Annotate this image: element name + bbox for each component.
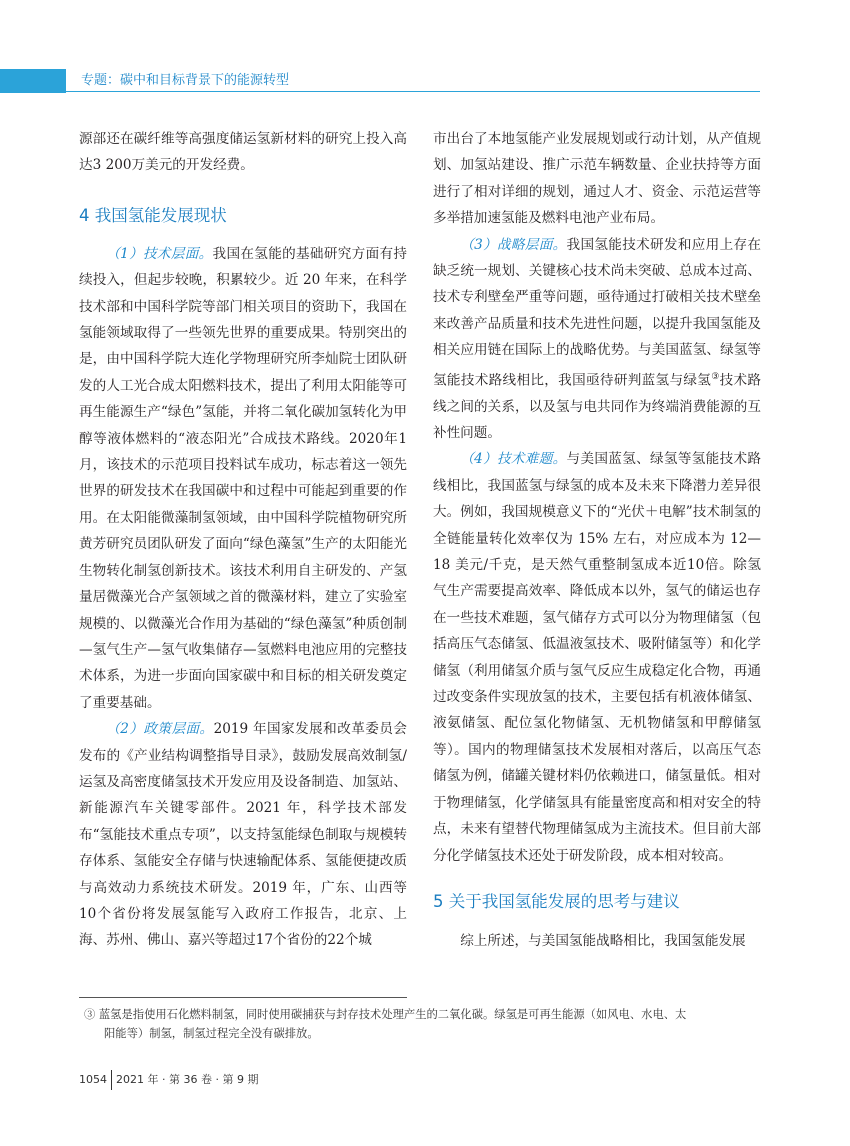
journal-issue: 2021 年 · 第 36 卷 · 第 9 期 bbox=[116, 1073, 259, 1086]
page-number: 1054 bbox=[79, 1070, 112, 1090]
footnote-line: ③ 蓝氢是指使用石化燃料制氢，同时使用碳捕获与封存技术处理产生的二氧化碳。绿氢是可再生能源（如风电、水电、太 bbox=[84, 1008, 687, 1021]
header-accent-block bbox=[0, 69, 66, 93]
paragraph-label: （1）技术层面。 bbox=[106, 245, 213, 262]
paragraph-text: 与美国蓝氢、绿氢等氢能技术路线相比，我国蓝氢与绿氢的成本及未来下降潜力差异很大。例如，我国规模意义下的“光伏＋电解”技术制氢的全链能量转化效率仅为 15% 左右，对应成本为 12—18 美元/千克，是天然气重整制氢成本近10倍。除氢气生产需要提高效率、降低成本以外，氢气的储运也存在一些技术难题，氢气储存方式可以分为物理储氢（包括高压气态储氢、低温液氢技术、吸附储氢等）和化学储氢（利用储氢介质与氢气反应生成稳定化合物，再通过改变条件实现放氢的技术，主要包括有机液体储氢、液氨储氢、配位氢化物储氢、无机物储氢和甲醇储氢等）。国内的物理储氢技术发展相对落后，以高压气态储氢为例，储罐关键材料仍依赖进口，储氢量低。相对于物理储氢，化学储氢具有能量密度高和相对安全的特点，未来有望替代物理储氢成为主流技术。但目前大部分化学储氢技术还处于研发阶段，成本相对较高。 bbox=[433, 451, 761, 864]
paragraph-label: （4）技术难题。 bbox=[460, 451, 567, 468]
paragraph-text: 技术路线之间的关系，以及氢与电共同作为终端消费能源的互补性问题。 bbox=[433, 372, 762, 441]
paragraph-technical-difficulty bbox=[433, 446, 761, 869]
section-heading-4: 4 我国氢能发展现状 bbox=[79, 205, 227, 225]
paragraph-text: 我国氢能技术研发和应用上存在缺乏统一规划、关键核心技术尚未突破、总成本过高、技术专利壁垒严重等问题，亟待通过打破相关技术壁垒来改善产品质量和技术先进性问题，以提升我国氢能及相关应用链在国际上的战略优势。与美国蓝氢、绿氢等氢能技术路线相比，我国亟待研判蓝氢与绿氢 bbox=[433, 236, 761, 389]
paragraph-policy bbox=[79, 716, 407, 954]
footnote-rule bbox=[79, 997, 407, 998]
footnote-line: 阳能等）制氢，制氢过程完全没有碳排放。 bbox=[104, 1027, 319, 1040]
header-rule bbox=[66, 91, 760, 92]
paragraph-label: （2）政策层面。 bbox=[106, 721, 214, 738]
section-heading-5: 5 关于我国氢能发展的思考与建议 bbox=[433, 891, 680, 911]
paragraph-carryover: 市出台了本地氢能产业发展规划或行动计划，从产值规划、加氢站建设、推广示范车辆数量、企业扶持等方面进行了相对详细的规划，通过人才、资金、示范运营等多举措加速氢能及燃料电池产业布局。 bbox=[433, 131, 761, 227]
footnote bbox=[84, 1005, 764, 1043]
page-footer bbox=[79, 1070, 258, 1090]
running-header bbox=[0, 69, 850, 93]
paragraph-carryover: 源部还在碳纤维等高强度储运氢新材料的研究上投入高达3 200万美元的开发经费。 bbox=[79, 131, 407, 174]
section-title: 专题：碳中和目标背景下的能源转型 bbox=[81, 73, 290, 88]
paragraph-label: （3）战略层面。 bbox=[460, 236, 567, 253]
left-column bbox=[79, 126, 407, 954]
paragraph-strategy bbox=[433, 232, 761, 447]
footnote-ref[interactable]: ③ bbox=[711, 371, 720, 382]
paragraph-text: 我国在氢能的基础研究方面有持续投入，但起步较晚，积累较少。近 20 年来，在科学技术部和中国科学院等部门相关项目的资助下，我国在氢能领域取得了一些领先世界的重要成果。特别突出的是，由中国科学院大连化学物理研究所李灿院士团队研发的人工光合成太阳燃料技术，提出了利用太阳能等可再生能源生产“绿色”氢能，并将二氧化碳加氢转化为甲醇等液体燃料的“液态阳光”合成技术路线。2020年1月，该技术的示范项目投料试车成功，标志着这一领先世界的研发技术在我国碳中和过程中可能起到重要的作用。在太阳能微藻制氢领域，由中国科学院植物研究所黄芳研究员团队研发了面向“绿色藻氢”生产的太阳能光生物转化制氢创新技术。该技术利用自主研发的、产氢量居微藻光合产氢领域之首的微藻材料，建立了实验室规模的、以微藻光合作用为基础的“绿色藻氢”种质创制—氢气生产—氢气收集储存—氢燃料电池应用的完整技术体系，为进一步面向国家碳中和目标的相关研发奠定了重要基础。 bbox=[79, 245, 407, 711]
paragraph-summary: 综上所述，与美国氢能战略相比，我国氢能发展 bbox=[460, 932, 746, 949]
right-column bbox=[433, 126, 761, 954]
paragraph-text: 2019 年国家发展和改革委员会发布的《产业结构调整指导目录》，鼓励发展高效制氢/运氢及高密度储氢技术开发应用及设备制造、加氢站、新能源汽车关键零部件。2021 年，科学技术部发布“氢能技术重点专项”，以支持氢能绿色制取与规模转存体系、氢能安全存储与快速输配体系、氢能便捷改质与高效动力系统技术研发。2019 年，广东、山西等10个省份将发展氢能写入政府工作报告，北京、上海、苏州、佛山、嘉兴等超过17个省份的22个城 bbox=[79, 721, 407, 949]
paragraph-technology bbox=[79, 241, 407, 716]
